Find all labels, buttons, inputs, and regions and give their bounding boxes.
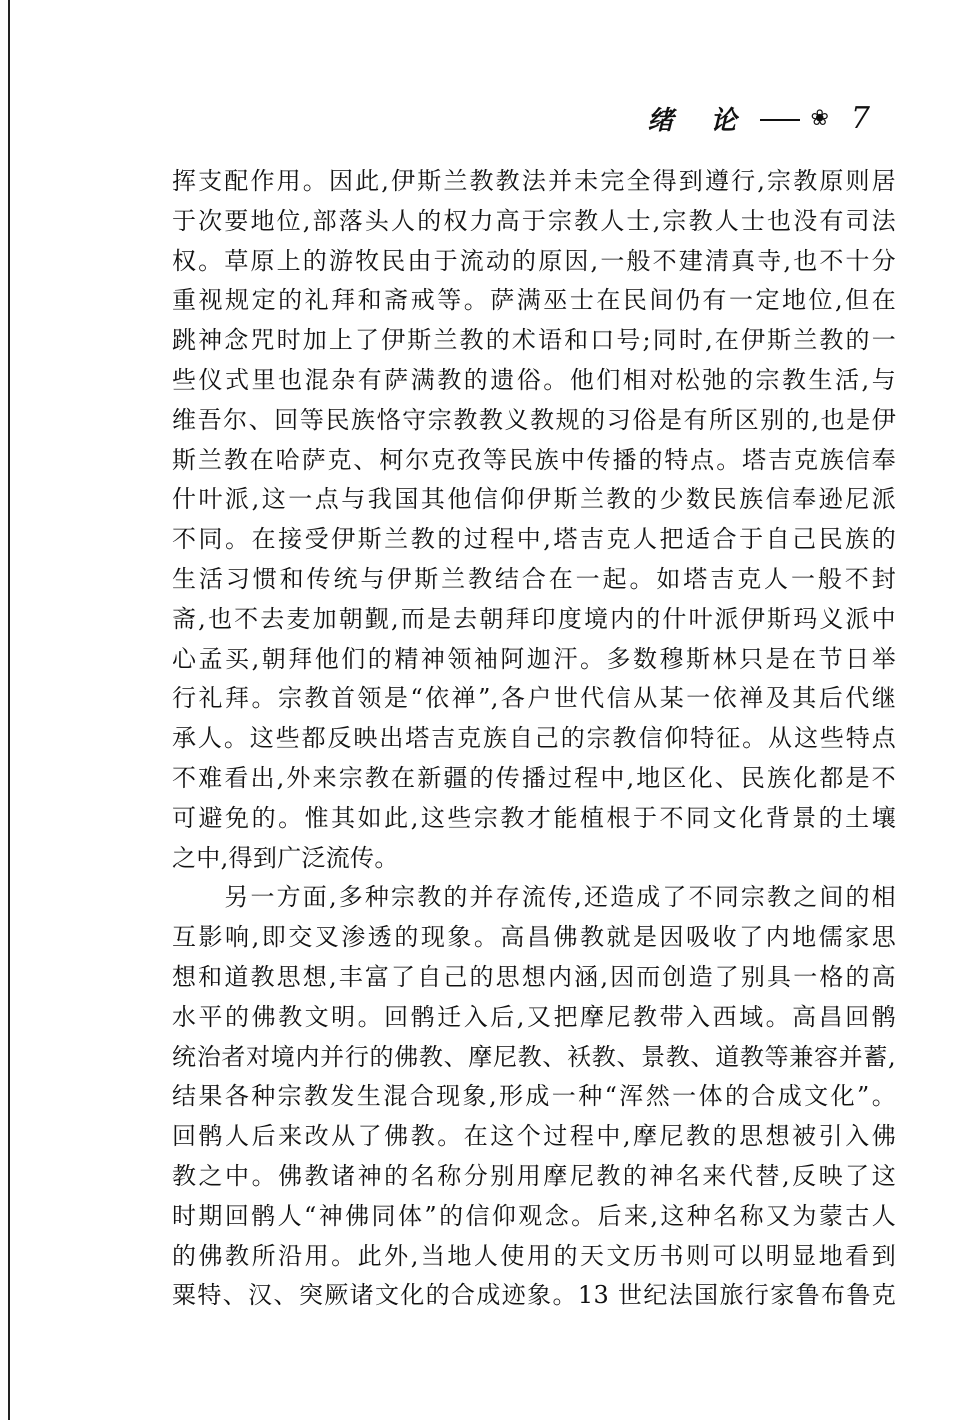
text-line: 斋,也不去麦加朝觐,而是去朝拜印度境内的什叶派伊斯玛义派中 — [172, 604, 896, 633]
header-rule — [760, 119, 800, 121]
text-line: 些仪式里也混杂有萨满教的遗俗。他们相对松弛的宗教生活,与 — [172, 365, 896, 394]
text-line: 权。草原上的游牧民由于流动的原因,一般不建清真寺,也不十分 — [172, 246, 896, 275]
text-line: 粟特、汉、突厥诸文化的合成迹象。13 世纪法国旅行家鲁布鲁克 — [172, 1281, 896, 1310]
text-line: 什叶派,这一点与我国其他信仰伊斯兰教的少数民族信奉逊尼派 — [172, 485, 896, 514]
flower-ornament-icon: ❀ — [810, 106, 829, 131]
body-text — [172, 162, 896, 1316]
text-line: 时期回鹘人“神佛同体”的信仰观念。后来,这种名称又为蒙古人 — [172, 1201, 896, 1230]
text-line: 教之中。佛教诸神的名称分别用摩尼教的神名来代替,反映了这 — [172, 1161, 896, 1190]
text-line: 不同。在接受伊斯兰教的过程中,塔吉克人把适合于自己民族的 — [172, 525, 896, 554]
text-line: 可避免的。惟其如此,这些宗教才能植根于不同文化背景的土壤 — [172, 803, 896, 832]
text-line: 行礼拜。宗教首领是“依禅”,各户世代信从某一依禅及其后代继 — [172, 684, 896, 713]
text-line: 跳神念咒时加上了伊斯兰教的术语和口号;同时,在伊斯兰教的一 — [172, 326, 896, 355]
page-number: 7 — [850, 101, 870, 136]
text-line: 承人。这些都反映出塔吉克族自己的宗教信仰特征。从这些特点 — [172, 724, 896, 753]
running-header — [647, 100, 870, 137]
text-line: 另一方面,多种宗教的并存流传,还造成了不同宗教之间的相 — [172, 883, 896, 912]
text-line: 想和道教思想,丰富了自己的思想内涵,因而创造了别具一格的高 — [172, 962, 896, 991]
text-line: 心孟买,朝拜他们的精神领袖阿迦汗。多数穆斯林只是在节日举 — [172, 644, 896, 673]
text-line: 重视规定的礼拜和斋戒等。萨满巫士在民间仍有一定地位,但在 — [172, 286, 896, 315]
text-line: 生活习惯和传统与伊斯兰教结合在一起。如塔吉克人一般不封 — [172, 564, 896, 593]
text-line: 结果各种宗教发生混合现象,形成一种“浑然一体的合成文化”。 — [172, 1082, 896, 1111]
text-line: 互影响,即交叉渗透的现象。高昌佛教就是因吸收了内地儒家思 — [172, 923, 896, 952]
chapter-title: 绪 论 — [647, 106, 751, 136]
text-line: 统治者对境内并行的佛教、摩尼教、袄教、景教、道教等兼容并蓄, — [172, 1042, 896, 1071]
text-line: 于次要地位,部落头人的权力高于宗教人士,宗教人士也没有司法 — [172, 206, 896, 235]
text-line: 维吾尔、回等民族恪守宗教教义教规的习俗是有所区别的,也是伊 — [172, 405, 896, 434]
page-left-border — [8, 0, 10, 1420]
text-line: 挥支配作用。因此,伊斯兰教教法并未完全得到遵行,宗教原则居 — [172, 167, 896, 195]
text-line: 斯兰教在哈萨克、柯尔克孜等民族中传播的特点。塔吉克族信奉 — [172, 445, 896, 474]
text-line: 回鹘人后来改从了佛教。在这个过程中,摩尼教的思想被引入佛 — [172, 1122, 896, 1151]
text-line: 的佛教所沿用。此外,当地人使用的天文历书则可以明显地看到 — [172, 1241, 896, 1270]
text-line: 之中,得到广泛流传。 — [172, 843, 399, 872]
text-line: 不难看出,外来宗教在新疆的传播过程中,地区化、民族化都是不 — [172, 763, 896, 792]
text-line: 水平的佛教文明。回鹘迁入后,又把摩尼教带入西域。高昌回鹘 — [172, 1002, 896, 1031]
